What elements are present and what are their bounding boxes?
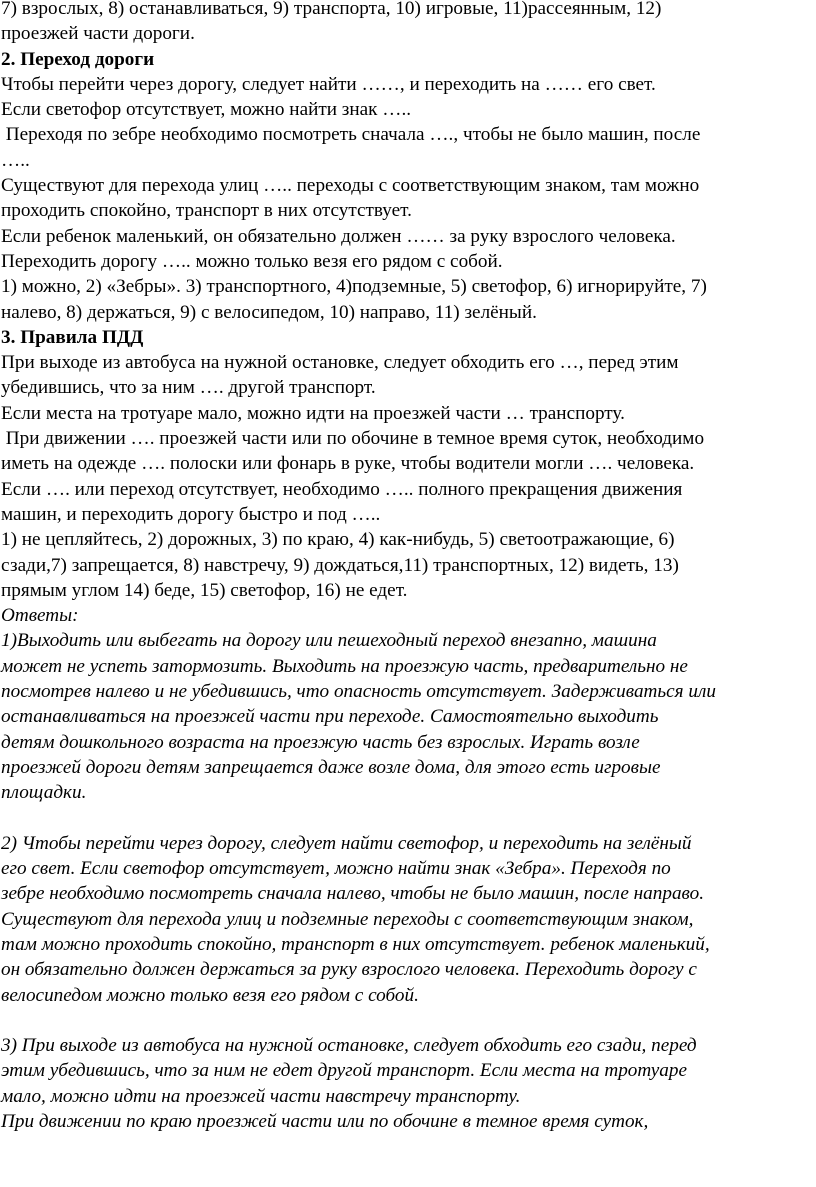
- answer-line: площадки.: [1, 782, 87, 804]
- paragraph-gap: [1, 806, 814, 831]
- text-line: …..: [1, 149, 30, 171]
- section-2-heading: [1, 47, 814, 72]
- answer-line: может не успеть затормозить. Выходить на проезжую часть, предварительно не: [1, 655, 688, 677]
- answer-line: посмотрев налево и не убедившись, что опасность отсутствует. Задерживаться или: [1, 681, 716, 703]
- text-line: Если …. или переход отсутствует, необходимо ….. полного прекращения движения: [1, 478, 683, 500]
- text-line: налево, 8) держаться, 9) с велосипедом, 10) направо, 11) зелёный.: [1, 301, 537, 323]
- answer-line: проезжей дороги детям запрещается даже возле дома, для этого есть игровые: [1, 756, 661, 778]
- answer-line: мало, можно идти на проезжей части навстречу транспорту.: [1, 1085, 521, 1107]
- text-line: прямым углом 14) беде, 15) светофор, 16) не едет.: [1, 579, 408, 601]
- section-2-body: [1, 72, 814, 325]
- section-3-heading: [1, 325, 814, 350]
- text-line: Чтобы перейти через дорогу, следует найти ……, и переходить на …… его свет.: [1, 73, 656, 95]
- text-line: Существуют для перехода улиц ….. переходы с соответствующим знаком, там можно: [1, 175, 700, 197]
- answers-section: [1, 603, 814, 1134]
- section-3-body: [1, 350, 814, 603]
- text-line: 1) можно, 2) «Зебры». 3) транспортного, 4)подземные, 5) светофор, 6) игнорируйте, 7): [1, 276, 707, 298]
- text-line: машин, и переходить дорогу быстро и под …..: [1, 503, 381, 525]
- text-line: При движении …. проезжей части или по обочине в темное время суток, необходимо: [1, 428, 705, 450]
- text-line: Переходить дорогу ….. можно только везя его рядом с собой.: [1, 250, 503, 272]
- text-line: сзади,7) запрещается, 8) навстречу, 9) дождаться,11) транспортных, 12) видеть, 13): [1, 554, 679, 576]
- answer-1: [1, 628, 814, 805]
- answer-line: велосипедом можно только везя его рядом с собой.: [1, 984, 419, 1006]
- text-line: 1) не цепляйтесь, 2) дорожных, 3) по краю, 4) как-нибудь, 5) светоотражающие, 6): [1, 529, 675, 551]
- answer-line: Существуют для перехода улиц и подземные переходы с соответствующим знаком,: [1, 908, 694, 930]
- intro-paragraph: [1, 0, 814, 47]
- paragraph-gap: [1, 1008, 814, 1033]
- answers-heading: Ответы:: [1, 605, 79, 627]
- answer-line: он обязательно должен держаться за руку взрослого человека. Переходить дорогу с: [1, 959, 697, 981]
- answer-line: этим убедившись, что за ним не едет другой транспорт. Если места на тротуаре: [1, 1060, 687, 1082]
- answer-line: его свет. Если светофор отсутствует, можно найти знак «Зебра». Переходя по: [1, 858, 671, 880]
- answer-3: [1, 1033, 814, 1134]
- section-3-heading-text: 3. Правила ПДД: [1, 326, 144, 348]
- text-line: иметь на одежде …. полоски или фонарь в руке, чтобы водители могли …. человека.: [1, 453, 695, 475]
- answer-line: детям дошкольного возраста на проезжую часть без взрослых. Играть возле: [1, 731, 640, 753]
- answer-line: там можно проходить спокойно, транспорт в них отсутствует. ребенок маленький,: [1, 933, 710, 955]
- answer-line: останавливаться на проезжей части при переходе. Самостоятельно выходить: [1, 706, 659, 728]
- text-line: При выходе из автобуса на нужной остановке, следует обходить его …, перед этим: [1, 352, 679, 374]
- text-line: убедившись, что за ним …. другой транспорт.: [1, 377, 376, 399]
- section-2-heading-text: 2. Переход дороги: [1, 48, 155, 70]
- answer-2: [1, 831, 814, 1008]
- text-line: Если светофор отсутствует, можно найти знак …..: [1, 99, 412, 121]
- answer-line: зебре необходимо посмотреть сначала налево, чтобы не было машин, после направо.: [1, 883, 705, 905]
- answer-line: 2) Чтобы перейти через дорогу, следует найти светофор, и переходить на зелёный: [1, 832, 692, 854]
- text-line: проезжей части дороги.: [1, 23, 195, 45]
- text-line: 7) взрослых, 8) останавливаться, 9) транспорта, 10) игровые, 11)рассеянным, 12): [1, 0, 662, 19]
- text-line: Если места на тротуаре мало, можно идти на проезжей части … транспорту.: [1, 402, 625, 424]
- answer-line: При движении по краю проезжей части или по обочине в темное время суток,: [1, 1111, 649, 1133]
- answer-line: 1)Выходить или выбегать на дорогу или пешеходный переход внезапно, машина: [1, 630, 657, 652]
- text-line: Если ребенок маленький, он обязательно должен …… за руку взрослого человека.: [1, 225, 676, 247]
- answer-line: 3) При выходе из автобуса на нужной остановке, следует обходить его сзади, перед: [1, 1035, 697, 1057]
- text-line: Переходя по зебре необходимо посмотреть сначала …., чтобы не было машин, после: [1, 124, 701, 146]
- text-line: проходить спокойно, транспорт в них отсутствует.: [1, 200, 412, 222]
